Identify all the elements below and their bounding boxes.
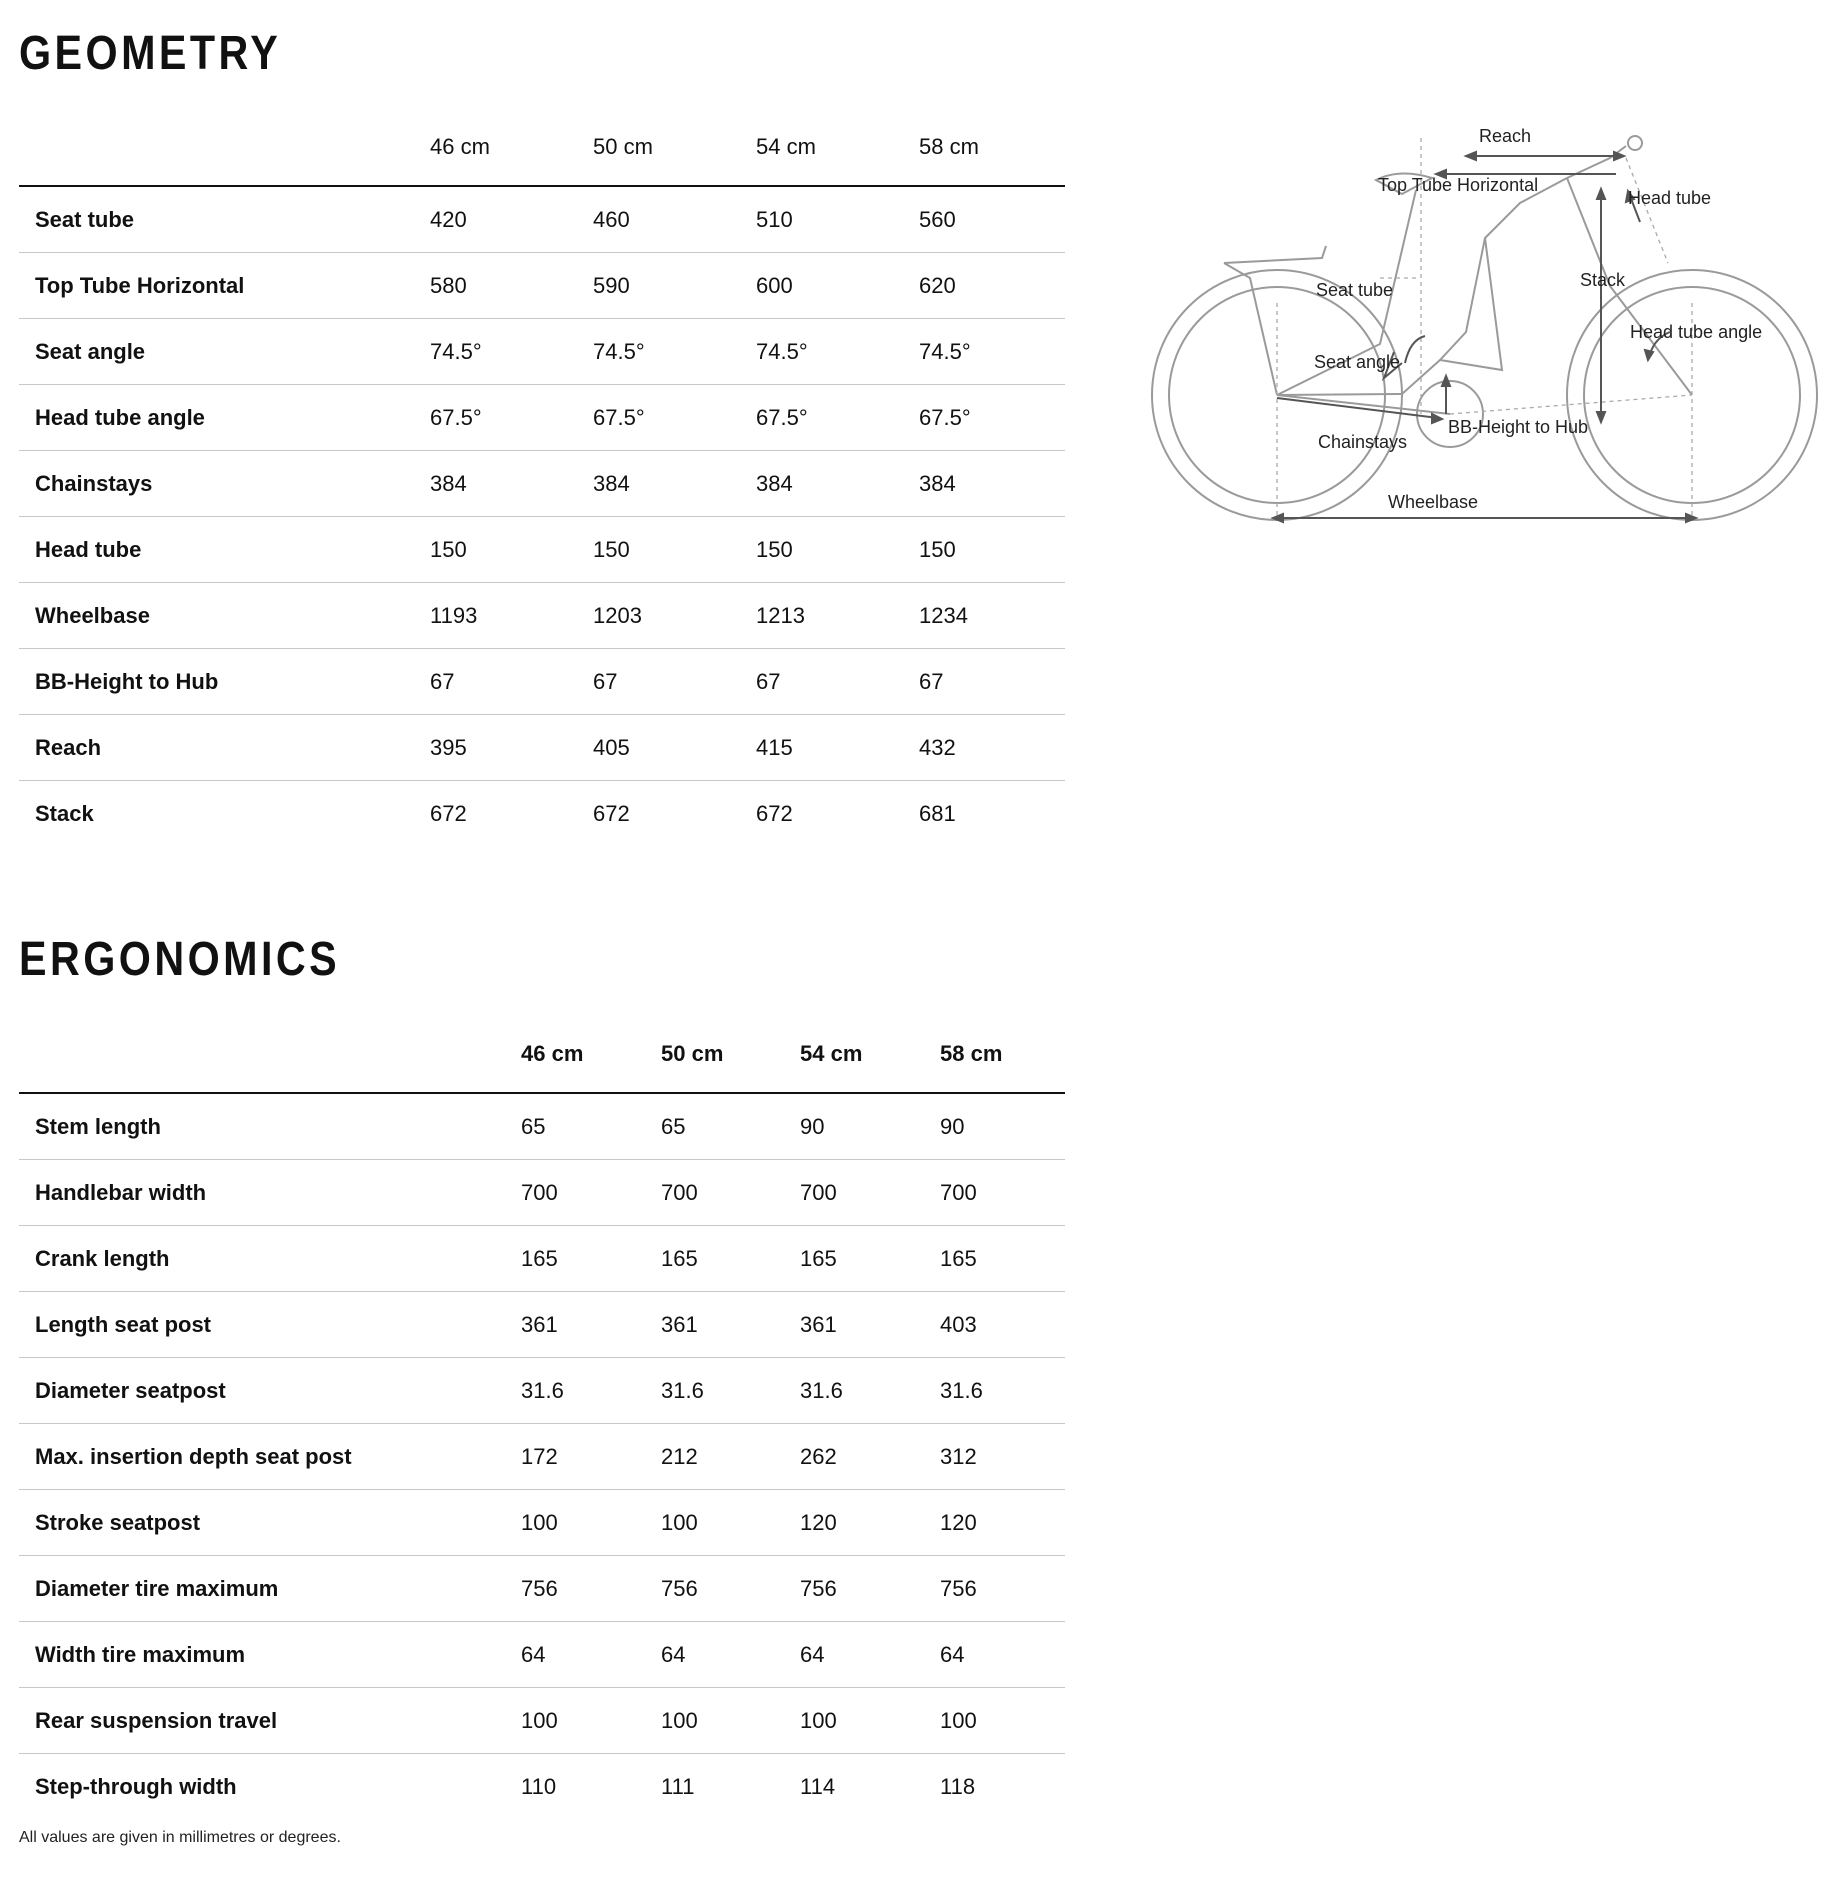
table-row [19, 253, 1065, 319]
cell-value: 74.5° [430, 338, 482, 364]
cell-value: 65 [521, 1113, 546, 1139]
cell-value: 1234 [919, 602, 968, 628]
cell-value: 700 [940, 1179, 977, 1205]
cell-value: 110 [521, 1773, 557, 1799]
row-label: Top Tube Horizontal [35, 272, 245, 298]
label-head-tube-angle: Head tube angle [1630, 322, 1763, 342]
cell-value: 361 [661, 1311, 698, 1337]
label-chainstays: Chainstays [1318, 432, 1408, 452]
row-label: Crank length [35, 1245, 170, 1271]
table-row [19, 1622, 1065, 1688]
cell-value: 31.6 [521, 1377, 564, 1403]
table-header [19, 1008, 1065, 1094]
cell-value: 403 [940, 1311, 977, 1337]
cell-value: 67.5° [430, 404, 482, 430]
cell-value: 67.5° [756, 404, 808, 430]
cell-value: 100 [800, 1707, 837, 1733]
table-row [19, 1424, 1065, 1490]
table-row [19, 1490, 1065, 1556]
row-label: Seat angle [35, 338, 146, 364]
cell-value: 361 [800, 1311, 837, 1337]
cell-value: 756 [521, 1575, 558, 1601]
cell-value: 31.6 [940, 1377, 983, 1403]
cell-value: 100 [521, 1707, 558, 1733]
cell-value: 700 [521, 1179, 558, 1205]
cell-value: 165 [940, 1245, 977, 1271]
size-header: 46 cm [430, 134, 490, 160]
cell-value: 590 [593, 272, 630, 298]
cell-value: 120 [940, 1509, 977, 1535]
row-label: Max. insertion depth seat post [35, 1443, 352, 1469]
cell-value: 756 [940, 1575, 977, 1601]
table-row [19, 517, 1065, 583]
size-header: 50 cm [593, 134, 653, 160]
size-header: 54 cm [756, 134, 816, 160]
label-seat-angle: Seat angle [1314, 352, 1401, 372]
cell-value: 384 [593, 470, 630, 496]
cell-value: 600 [756, 272, 793, 298]
cell-value: 67 [919, 668, 944, 694]
table-row [19, 715, 1065, 781]
ergonomics-title: ERGONOMICS [19, 933, 341, 986]
cell-value: 415 [756, 734, 793, 760]
cell-value: 312 [940, 1443, 977, 1469]
cell-value: 150 [430, 536, 467, 562]
row-label: Width tire maximum [35, 1641, 246, 1667]
row-label: Head tube angle [35, 404, 205, 430]
cell-value: 620 [919, 272, 956, 298]
size-header: 54 cm [800, 1041, 863, 1067]
cell-value: 100 [661, 1509, 698, 1535]
cell-value: 262 [800, 1443, 837, 1469]
table-row [19, 319, 1065, 385]
row-label: Rear suspension travel [35, 1707, 278, 1733]
cell-value: 65 [661, 1113, 686, 1139]
table-row [19, 1226, 1065, 1292]
table-row [19, 385, 1065, 451]
size-header: 58 cm [919, 134, 979, 160]
row-label: BB-Height to Hub [35, 668, 219, 694]
cell-value: 165 [521, 1245, 558, 1271]
label-stack: Stack [1580, 270, 1626, 290]
cell-value: 31.6 [661, 1377, 704, 1403]
table-row [19, 1292, 1065, 1358]
row-label: Stroke seatpost [35, 1509, 201, 1535]
table-row [19, 1094, 1065, 1160]
row-label: Length seat post [35, 1311, 212, 1337]
cell-value: 67.5° [593, 404, 645, 430]
row-label: Stem length [35, 1113, 161, 1139]
row-label: Reach [35, 734, 102, 760]
cell-value: 405 [593, 734, 630, 760]
bike-geometry-diagram [1140, 118, 1820, 538]
cell-value: 460 [593, 206, 630, 232]
cell-value: 64 [661, 1641, 686, 1667]
cell-value: 580 [430, 272, 467, 298]
cell-value: 384 [919, 470, 956, 496]
label-bb-height: BB-Height to Hub [1448, 417, 1589, 437]
label-reach: Reach [1479, 126, 1532, 146]
cell-value: 560 [919, 206, 956, 232]
label-head-tube: Head tube [1628, 188, 1712, 208]
cell-value: 67 [593, 668, 618, 694]
table-row [19, 781, 1065, 846]
cell-value: 100 [661, 1707, 698, 1733]
cell-value: 510 [756, 206, 793, 232]
cell-value: 64 [800, 1641, 825, 1667]
cell-value: 672 [756, 800, 793, 826]
table-row [19, 1556, 1065, 1622]
cell-value: 432 [919, 734, 956, 760]
table-row [19, 1358, 1065, 1424]
cell-value: 120 [800, 1509, 837, 1535]
size-header: 50 cm [661, 1041, 724, 1067]
table-row [19, 1160, 1065, 1226]
cell-value: 172 [521, 1443, 558, 1469]
cell-value: 384 [430, 470, 467, 496]
cell-value: 100 [940, 1707, 977, 1733]
cell-value: 74.5° [756, 338, 808, 364]
row-label: Head tube [35, 536, 142, 562]
cell-value: 118 [940, 1773, 976, 1799]
table-row [19, 451, 1065, 517]
cell-value: 1213 [756, 602, 805, 628]
cell-value: 1193 [430, 602, 478, 628]
cell-value: 681 [919, 800, 956, 826]
cell-value: 756 [800, 1575, 837, 1601]
cell-value: 90 [940, 1113, 965, 1139]
size-header: 46 cm [521, 1041, 584, 1067]
cell-value: 361 [521, 1311, 558, 1337]
label-seat-tube: Seat tube [1316, 280, 1394, 300]
cell-value: 672 [430, 800, 467, 826]
cell-value: 64 [940, 1641, 965, 1667]
cell-value: 100 [521, 1509, 558, 1535]
row-label: Wheelbase [35, 602, 150, 628]
cell-value: 212 [661, 1443, 698, 1469]
row-label: Step-through width [35, 1773, 237, 1799]
cell-value: 150 [593, 536, 630, 562]
cell-value: 74.5° [593, 338, 645, 364]
row-label: Seat tube [35, 206, 135, 232]
footnote: All values are given in millimetres or degrees. [19, 1829, 341, 1846]
cell-value: 395 [430, 734, 467, 760]
cell-value: 756 [661, 1575, 698, 1601]
ergonomics-table [19, 1008, 1065, 1819]
table-header [19, 101, 1065, 187]
table-row [19, 1754, 1065, 1819]
cell-value: 150 [919, 536, 956, 562]
geometry-title: GEOMETRY [19, 27, 282, 80]
table-row [19, 1688, 1065, 1754]
cell-value: 672 [593, 800, 630, 826]
cell-value: 165 [800, 1245, 837, 1271]
cell-value: 700 [661, 1179, 698, 1205]
cell-value: 700 [800, 1179, 837, 1205]
geometry-table [19, 101, 1065, 846]
row-label: Stack [35, 800, 94, 826]
table-row [19, 187, 1065, 253]
label-wheelbase: Wheelbase [1388, 492, 1479, 512]
cell-value: 150 [756, 536, 793, 562]
row-label: Diameter tire maximum [35, 1575, 279, 1601]
row-label: Chainstays [35, 470, 153, 496]
cell-value: 64 [521, 1641, 546, 1667]
cell-value: 74.5° [919, 338, 971, 364]
cell-value: 90 [800, 1113, 825, 1139]
table-row [19, 583, 1065, 649]
label-top-tube: Top Tube Horizontal [1378, 175, 1539, 195]
cell-value: 1203 [593, 602, 642, 628]
cell-value: 420 [430, 206, 467, 232]
cell-value: 114 [800, 1773, 836, 1799]
cell-value: 165 [661, 1245, 698, 1271]
cell-value: 111 [661, 1773, 695, 1799]
cell-value: 67 [756, 668, 781, 694]
cell-value: 31.6 [800, 1377, 843, 1403]
row-label: Diameter seatpost [35, 1377, 226, 1403]
row-label: Handlebar width [35, 1179, 207, 1205]
cell-value: 384 [756, 470, 793, 496]
cell-value: 67.5° [919, 404, 971, 430]
table-row [19, 649, 1065, 715]
cell-value: 67 [430, 668, 455, 694]
size-header: 58 cm [940, 1041, 1003, 1067]
